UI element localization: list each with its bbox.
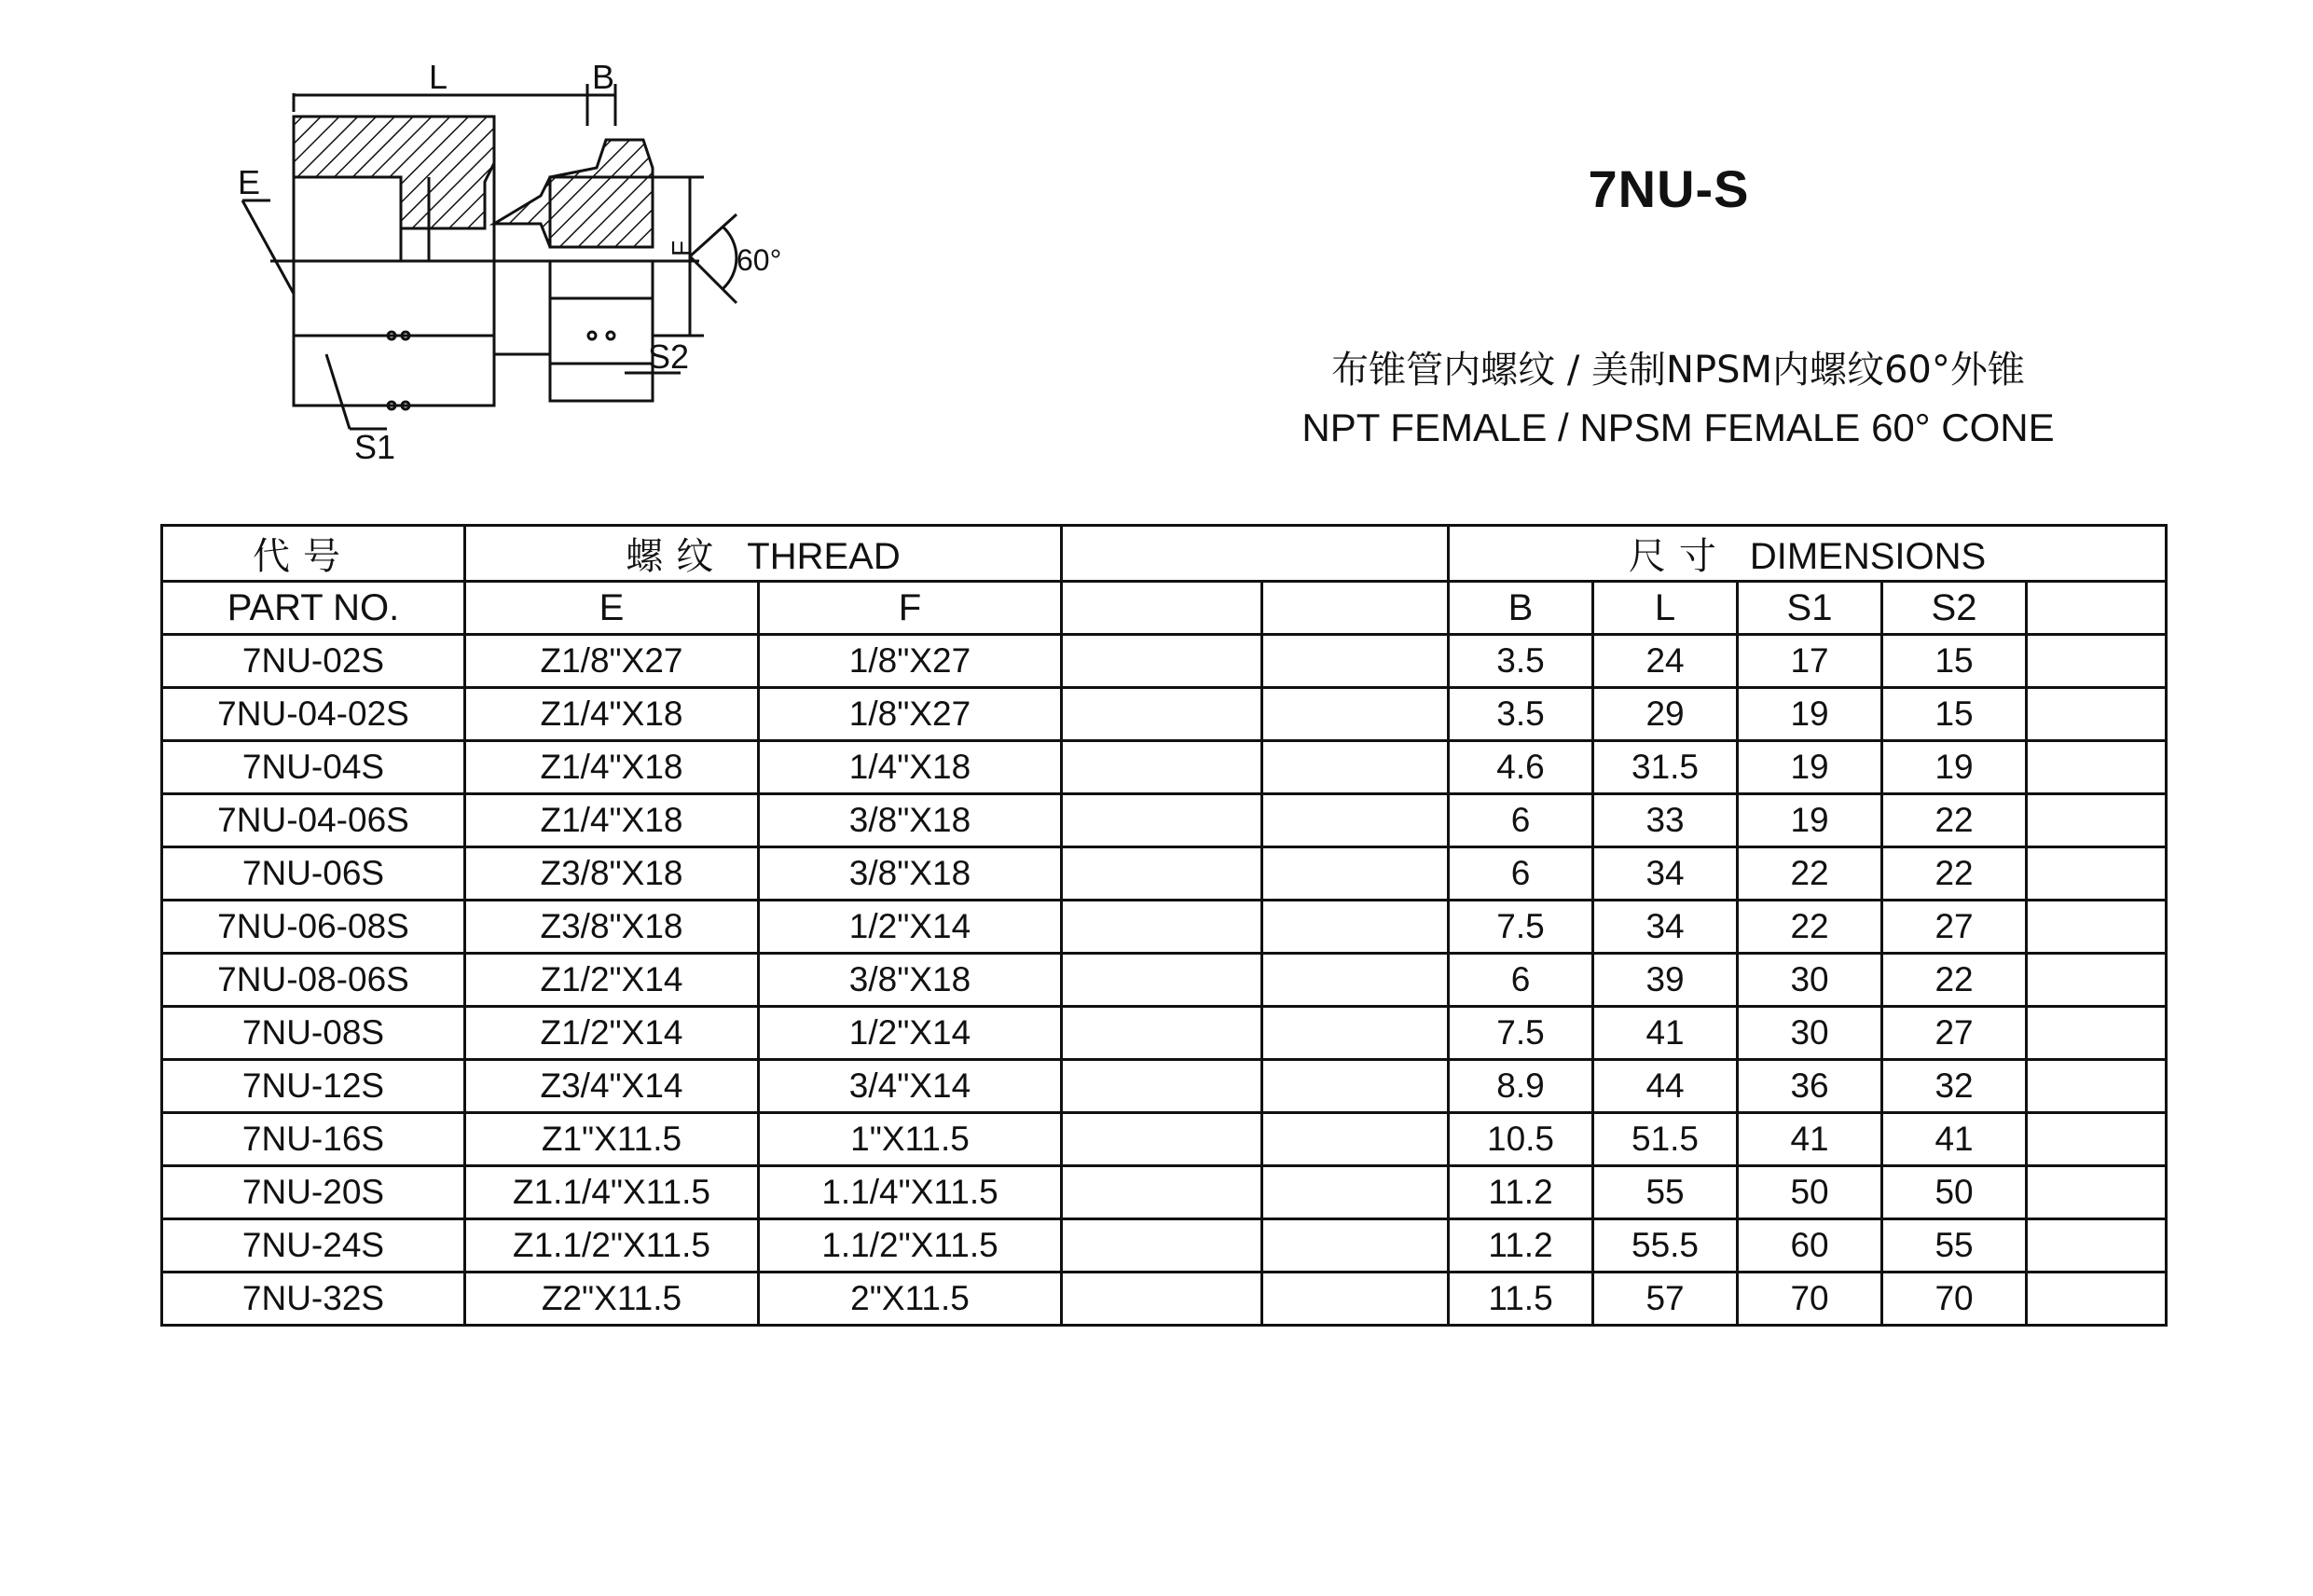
cell-dim-b: 4.6 [1449,741,1593,794]
cell-empty [2027,1219,2167,1273]
cell-dim-b: 11.5 [1449,1273,1593,1326]
cell-empty [1062,1113,1262,1166]
table-row [162,1273,2167,1326]
header-col-b: B [1449,582,1593,635]
header-code: 代号 [162,526,465,582]
cell-empty [1262,794,1449,847]
cell-dim-s1: 19 [1738,794,1882,847]
cell-empty [1062,901,1262,954]
header-dimensions: 尺寸 DIMENSIONS [1449,526,2167,582]
cell-empty [1062,1166,1262,1219]
cell-dim-s1: 22 [1738,847,1882,901]
cell-empty [1062,1219,1262,1273]
cell-thread-e: Z1/8"X27 [465,635,759,688]
product-subtitle-english: NPT FEMALE / NPSM FEMALE 60° CONE [1301,406,2055,449]
cell-thread-e: Z1"X11.5 [465,1113,759,1166]
cell-dim-s2: 22 [1882,847,2027,901]
cell-dim-l: 57 [1593,1273,1738,1326]
cell-dim-s2: 32 [1882,1060,2027,1113]
cell-dim-s1: 22 [1738,901,1882,954]
table-row [162,847,2167,901]
cell-dim-l: 55 [1593,1166,1738,1219]
cell-empty [2027,901,2167,954]
cell-dim-s1: 50 [1738,1166,1882,1219]
header-blank [1062,526,1449,582]
cell-dim-s2: 19 [1882,741,2027,794]
cell-dim-l: 34 [1593,847,1738,901]
cell-empty [1262,1219,1449,1273]
cell-empty [2027,688,2167,741]
cell-dim-l: 29 [1593,688,1738,741]
table-row [162,741,2167,794]
cell-thread-f: 1/8"X27 [759,635,1062,688]
cell-thread-e: Z1/2"X14 [465,954,759,1007]
dim-label-e: E [238,163,261,201]
cell-dim-l: 24 [1593,635,1738,688]
cell-part-no: 7NU-04S [162,741,465,794]
cell-thread-f: 1/4"X18 [759,741,1062,794]
table-row [162,1007,2167,1060]
cell-part-no: 7NU-12S [162,1060,465,1113]
table-row [162,1219,2167,1273]
cell-thread-f: 1/2"X14 [759,901,1062,954]
cell-dim-b: 7.5 [1449,1007,1593,1060]
cell-thread-e: Z1/2"X14 [465,1007,759,1060]
cell-empty [2027,1273,2167,1326]
header-empty [1262,582,1449,635]
cell-empty [2027,1060,2167,1113]
cell-dim-s1: 19 [1738,688,1882,741]
table-row [162,954,2167,1007]
cell-dim-l: 31.5 [1593,741,1738,794]
cell-dim-s2: 15 [1882,688,2027,741]
cell-dim-s2: 50 [1882,1166,2027,1219]
cell-part-no: 7NU-06S [162,847,465,901]
product-title: 7NU-S [1588,159,1750,218]
cell-empty [1262,741,1449,794]
cell-dim-s2: 70 [1882,1273,2027,1326]
cell-part-no: 7NU-16S [162,1113,465,1166]
table-row [162,901,2167,954]
cell-thread-e: Z1/4"X18 [465,688,759,741]
header-col-s2: S2 [1882,582,2027,635]
header-empty [1062,582,1262,635]
cell-part-no: 7NU-04-06S [162,794,465,847]
cell-dim-b: 10.5 [1449,1113,1593,1166]
cell-part-no: 7NU-02S [162,635,465,688]
cell-thread-e: Z1.1/4"X11.5 [465,1166,759,1219]
cell-part-no: 7NU-08S [162,1007,465,1060]
cell-thread-e: Z1.1/2"X11.5 [465,1219,759,1273]
cell-empty [1062,741,1262,794]
cell-dim-s2: 55 [1882,1219,2027,1273]
fitting-cross-section-drawing [214,56,811,485]
cell-dim-s2: 22 [1882,954,2027,1007]
cell-empty [1262,1113,1449,1166]
product-subtitle-chinese: 布锥管内螺纹 / 美制NPSM内螺纹60°外锥 [1331,349,2025,392]
cell-dim-l: 44 [1593,1060,1738,1113]
dim-label-s1: S1 [354,428,396,466]
dim-label-s2: S2 [648,337,690,376]
cell-part-no: 7NU-20S [162,1166,465,1219]
dim-label-l: L [429,58,448,96]
cell-dim-b: 11.2 [1449,1166,1593,1219]
cell-thread-f: 2"X11.5 [759,1273,1062,1326]
cell-dim-s1: 30 [1738,954,1882,1007]
cell-dim-l: 33 [1593,794,1738,847]
cell-part-no: 7NU-08-06S [162,954,465,1007]
cell-thread-f: 1"X11.5 [759,1113,1062,1166]
table-row [162,1166,2167,1219]
header-part-no: PART NO. [162,582,465,635]
table-row [162,794,2167,847]
header-col-s1: S1 [1738,582,1882,635]
table-row [162,635,2167,688]
cell-empty [1262,1060,1449,1113]
cell-thread-e: Z2"X11.5 [465,1273,759,1326]
table-row [162,1060,2167,1113]
cell-thread-f: 1/2"X14 [759,1007,1062,1060]
cell-thread-f: 3/8"X18 [759,954,1062,1007]
cell-empty [2027,794,2167,847]
cell-dim-s1: 19 [1738,741,1882,794]
header-row-1 [162,526,2167,582]
cell-thread-f: 3/8"X18 [759,794,1062,847]
dim-label-f: F [667,240,695,256]
cell-empty [1062,794,1262,847]
cell-thread-e: Z1/4"X18 [465,741,759,794]
cell-empty [1062,688,1262,741]
cell-thread-f: 1.1/2"X11.5 [759,1219,1062,1273]
cell-dim-l: 55.5 [1593,1219,1738,1273]
cell-empty [2027,1007,2167,1060]
cell-part-no: 7NU-06-08S [162,901,465,954]
cell-empty [1262,1273,1449,1326]
dim-label-angle: 60° [737,243,782,277]
header-col-l: L [1593,582,1738,635]
cell-part-no: 7NU-24S [162,1219,465,1273]
cell-empty [1062,1007,1262,1060]
cell-empty [1062,1060,1262,1113]
cell-dim-b: 3.5 [1449,688,1593,741]
cell-empty [2027,1166,2167,1219]
cell-empty [2027,1113,2167,1166]
cell-empty [2027,635,2167,688]
cell-dim-l: 39 [1593,954,1738,1007]
cell-dim-s1: 30 [1738,1007,1882,1060]
header-thread: 螺纹 THREAD [465,526,1062,582]
cell-thread-f: 3/4"X14 [759,1060,1062,1113]
cell-dim-s1: 70 [1738,1273,1882,1326]
cell-empty [1262,901,1449,954]
cell-thread-f: 1/8"X27 [759,688,1062,741]
cell-empty [1262,688,1449,741]
cell-dim-s2: 15 [1882,635,2027,688]
cell-thread-e: Z3/8"X18 [465,901,759,954]
cell-dim-b: 8.9 [1449,1060,1593,1113]
cell-part-no: 7NU-32S [162,1273,465,1326]
table-row [162,688,2167,741]
cell-empty [2027,954,2167,1007]
cell-dim-s2: 22 [1882,794,2027,847]
cell-empty [1062,847,1262,901]
cell-thread-f: 3/8"X18 [759,847,1062,901]
header-col-e: E [465,582,759,635]
cell-empty [1262,954,1449,1007]
cell-empty [1262,847,1449,901]
cell-thread-e: Z1/4"X18 [465,794,759,847]
cell-dim-s1: 17 [1738,635,1882,688]
cell-dim-b: 6 [1449,847,1593,901]
table-row [162,1113,2167,1166]
cell-dim-b: 3.5 [1449,635,1593,688]
cell-dim-s2: 27 [1882,901,2027,954]
cell-dim-l: 51.5 [1593,1113,1738,1166]
cell-dim-s1: 60 [1738,1219,1882,1273]
header-row-2 [162,582,2167,635]
cell-empty [1062,954,1262,1007]
cell-dim-l: 41 [1593,1007,1738,1060]
cell-dim-s2: 41 [1882,1113,2027,1166]
cell-dim-b: 6 [1449,954,1593,1007]
cell-empty [2027,847,2167,901]
cell-dim-s1: 36 [1738,1060,1882,1113]
cell-dim-s1: 41 [1738,1113,1882,1166]
cell-empty [1262,1007,1449,1060]
specification-table [160,524,2168,1327]
cell-part-no: 7NU-04-02S [162,688,465,741]
cell-dim-b: 11.2 [1449,1219,1593,1273]
cell-dim-b: 7.5 [1449,901,1593,954]
dim-label-b: B [592,58,615,96]
cell-empty [1262,635,1449,688]
cell-empty [1062,1273,1262,1326]
cell-thread-f: 1.1/4"X11.5 [759,1166,1062,1219]
cell-dim-b: 6 [1449,794,1593,847]
cell-empty [1062,635,1262,688]
cell-empty [2027,741,2167,794]
header-empty [2027,582,2167,635]
cell-dim-s2: 27 [1882,1007,2027,1060]
cell-thread-e: Z3/8"X18 [465,847,759,901]
cell-empty [1262,1166,1449,1219]
cell-thread-e: Z3/4"X14 [465,1060,759,1113]
header-col-f: F [759,582,1062,635]
cell-dim-l: 34 [1593,901,1738,954]
